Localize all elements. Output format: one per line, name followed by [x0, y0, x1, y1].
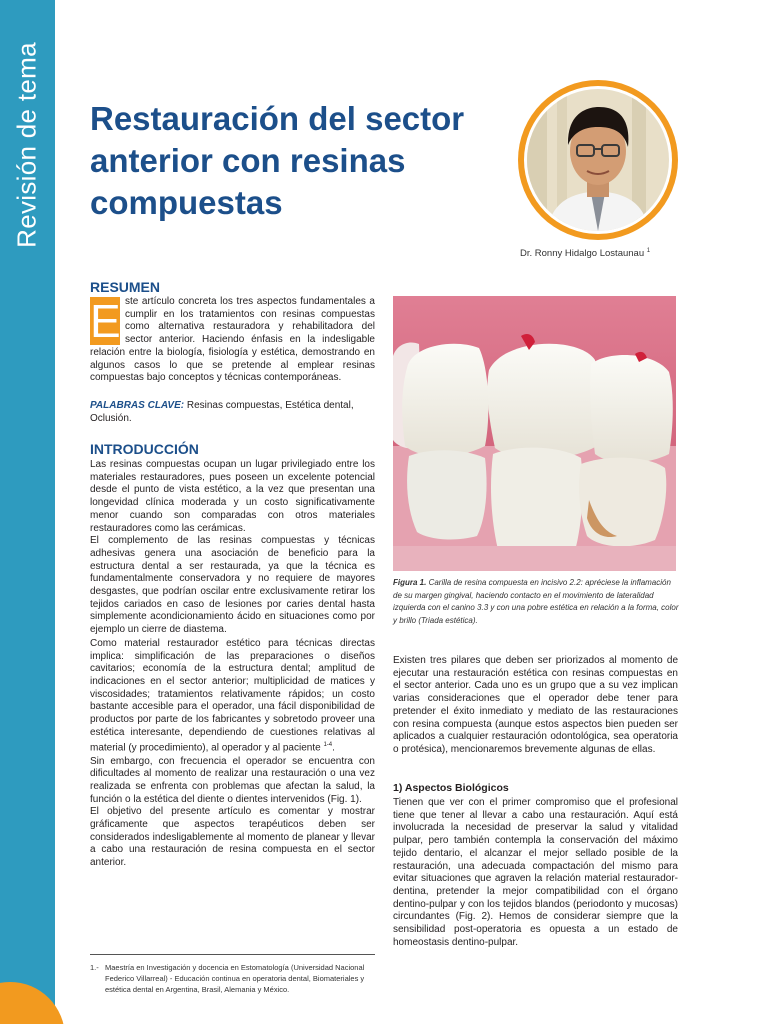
paragraph: El complemento de las resinas compuestas y técnicas adhesivas genera una asociación de beneficio para la estructura dental a ser restaurada, ya que la técnica es fundamentalmente conservadora y no requiere de mayores desgastes, que podrían oscilar entre exclusivamente retirar los tejidos cariados en caso de lesiones por caries dental hasta simplemente acondicionamiento ácido en situaciones como por ejemplo un cierre de diastema. [90, 535, 375, 636]
right-column-intro [393, 655, 678, 757]
paragraph: Las resinas compuestas ocupan un lugar privilegiado entre los materiales restauradores, pues poseen un excelente potencial desde el punto de vista estético, a la vez que presentan una longevidad clínica moderada y un costo significativamente menor cuando son comparadas con otros materiales restauradores como las cerámicas. [90, 459, 375, 534]
figure-1-caption: Figura 1. Carilla de resina compuesta en incisivo 2.2: apréciese la inflamación de su margen gingival, haciendo contacto en el movimiento de lateralidad izquierda con el canino 3.3 y con una pobre estética en relación a la forma, color y brillo (Triada estética). [393, 578, 679, 625]
article-title: Restauración del sector anterior con resinas compuestas [90, 100, 465, 221]
teeth-photo [393, 296, 676, 571]
subsection-heading: 1) Aspectos Biológicos [393, 782, 509, 794]
paragraph: Como material restaurador estético para técnicas directas implica: simplificación de las preparaciones o diseños cavitarios; economía de la estructura dental; amplitud de indicaciones en el sector anterior; multiplicidad de matices y viscosidades; tratamientos relativamente rápidos; un costo bastante accesible para el operador, una fácil disponibilidad de productos por parte de los fabricantes y sobretodo proveer una estética interesante, dependiendo de cuestiones relativas al material (y procedimiento), al operador y al paciente $^{1-4}$. [90, 637, 375, 754]
paragraph: Sin embargo, con frecuencia el operador se encuentra con dificultades al momento de realizar una restauración o una vez realizada se enfrenta con problemas que afectan la salud, la función o la estética del diente o dientes intervenidos (Fig. 1). [90, 755, 375, 805]
footnote-divider [90, 954, 375, 955]
paragraph: Existen tres pilares que deben ser priorizados al momento de ejecutar una restauración estética con resinas compuestas en el sector anterior. Cada uno es un grupo que a su vez implican varias consideraciones que el operador debe tener para pretender el éxito inmediato y mediato de las restauraciones con resina compuesta (aunque estos aspectos bien pueden ser aplicados a cualquier restauración odontológica, sea operatoria o protésica), mencionaremos brevemente algunas de ellas. [393, 655, 678, 755]
paragraph: El objetivo del presente artículo es comentar y mostrar gráficamente que aspectos terapéuticos deben ser considerados indesligablemente al momento de planear y llevar a cabo una restauración de resina compuesta en el sector anterior. [90, 806, 375, 869]
drop-cap: E [90, 295, 121, 347]
resumen-heading: RESUMEN [90, 279, 161, 295]
introduccion-body [90, 459, 375, 870]
keywords: PALABRAS CLAVE: Resinas compuestas, Estética dental, Oclusión. [90, 400, 354, 424]
paragraph: Tienen que ver con el primer compromiso que el profesional tiene que tener al llevar a cabo una restauración. Aquí está involucrada la necesidad de preservar la salud y vitalidad pulpar, pero también contempla la conservación del máximo tejido dentario, el alcanzar el mejor sellado posible de la restauración, una adecuada compactación del mismo para evitar situaciones que agraven la relación material restaurador-dentina, pretender la mejor compatibilidad con el órgano dentino-pulpar y con los tejidos blandos (periodonto y mucosas) circundantes (Fig. 2). Hemos de considerar siempre que la sensibilidad post-operatoria es opuesta a un estado de homeostasis dentino-pulpar. [393, 797, 678, 948]
footnote: 1.- Maestría en Investigación y docencia en Estomatología (Universidad Nacional Federico Villarreal) - Educación continua en operatoria dental, Biomateriales y estética dental en Argentina, Brasil, Alemania y México. [90, 963, 365, 994]
introduccion-heading: INTRODUCCIÓN [90, 441, 199, 457]
author-name: Dr. Ronny Hidalgo Lostaunau $^1$ [520, 248, 651, 260]
decorative-corner-circle [0, 982, 65, 1024]
resumen-body: E ste artículo concreta los tres aspectos fundamentales a cumplir en los tratamientos con resinas compuestas como alternativa restauradora y rehabilitadora del sector anterior. Haciendo énfasis en la indesligable relación entre la biología, fisiología y estética, demostrando en algunos casos lo que se pretende al emplear resinas compuestas bajo conceptos y técnicas contemporáneas. [90, 295, 375, 384]
right-column-body [393, 797, 678, 949]
author-portrait [518, 80, 678, 240]
section-sidebar [0, 0, 55, 1024]
figure-1-photo [393, 296, 676, 571]
section-label: Revisión de tema [11, 42, 42, 248]
author-photo [527, 89, 669, 231]
